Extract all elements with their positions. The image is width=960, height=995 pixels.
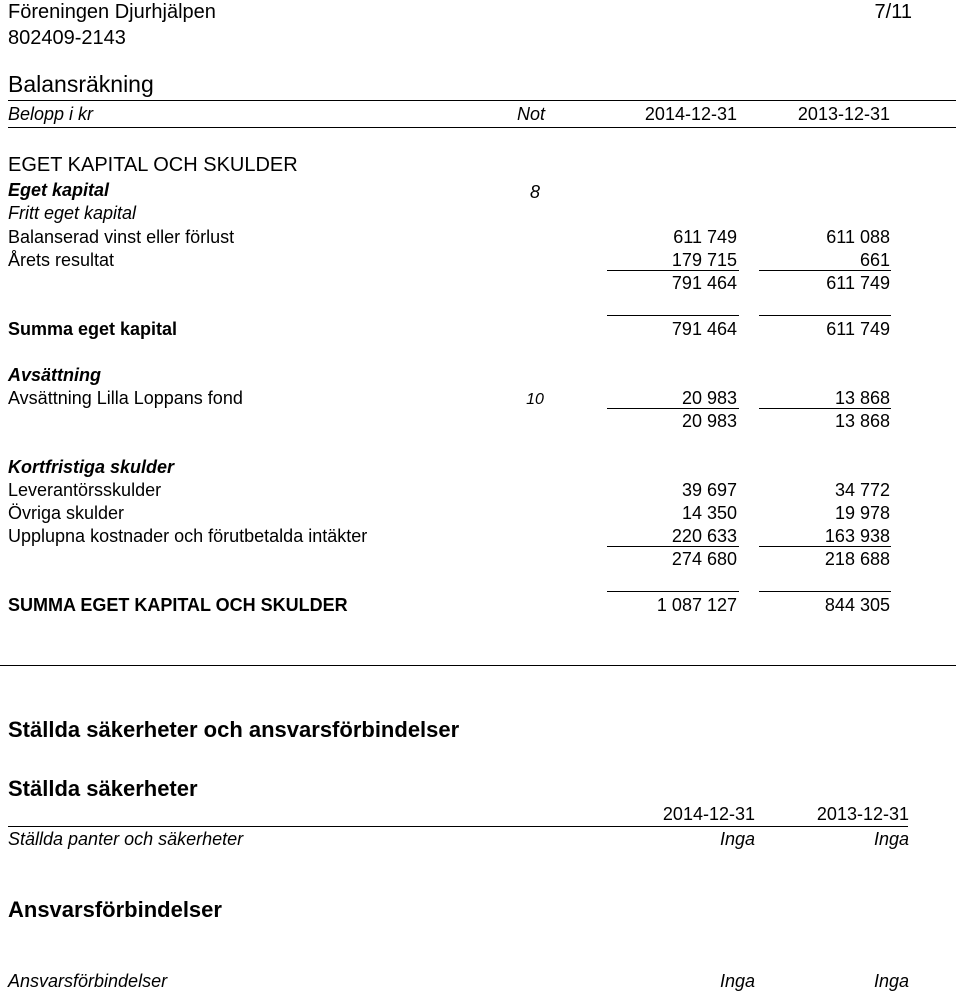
subtotal-2014: 20 983 bbox=[681, 411, 737, 431]
equity-total-label: Summa eget kapital bbox=[8, 319, 178, 339]
col-note: Not bbox=[517, 104, 546, 124]
row-label: Årets resultat bbox=[8, 250, 115, 270]
row-note: 10 bbox=[526, 391, 544, 408]
total-rule bbox=[607, 315, 739, 316]
pledged-row-2014: Inga bbox=[719, 829, 755, 849]
equity-note: 8 bbox=[529, 182, 540, 202]
row-value-2013: 611 088 bbox=[826, 227, 890, 247]
total-rule bbox=[759, 591, 891, 592]
row-label: Balanserad vinst eller förlust bbox=[8, 227, 235, 247]
grand-total-2013: 844 305 bbox=[824, 595, 890, 615]
pledged-heading: Ställda säkerheter bbox=[8, 776, 198, 801]
row-value-2014: 220 633 bbox=[671, 526, 737, 546]
equity-total-2013: 611 749 bbox=[826, 319, 890, 339]
grand-total-label: SUMMA EGET KAPITAL OCH SKULDER bbox=[8, 595, 348, 615]
pledges-title: Ställda säkerheter och ansvarsförbindelser bbox=[8, 717, 460, 742]
pledged-row-label: Ställda panter och säkerheter bbox=[8, 829, 244, 849]
subtotal-rule bbox=[607, 546, 739, 547]
col-label: Belopp i kr bbox=[8, 104, 94, 124]
provisions-heading: Avsättning bbox=[8, 365, 102, 385]
row-value-2013: 13 868 bbox=[834, 388, 890, 408]
row-label: Övriga skulder bbox=[8, 503, 125, 523]
row-value-2014: 14 350 bbox=[681, 503, 737, 523]
contingent-heading: Ansvarsförbindelser bbox=[8, 897, 222, 922]
subtotal-rule bbox=[759, 408, 891, 409]
row-value-2014: 179 715 bbox=[671, 250, 737, 270]
divider bbox=[8, 826, 908, 827]
org-number: 802409-2143 bbox=[8, 27, 126, 49]
section-divider bbox=[0, 665, 956, 666]
divider bbox=[8, 100, 956, 101]
pledged-row-2013: Inga bbox=[873, 829, 909, 849]
subtotal-2013: 611 749 bbox=[826, 273, 890, 293]
balance-title: Balansräkning bbox=[8, 71, 154, 97]
subtotal-rule bbox=[607, 408, 739, 409]
contingent-row-2014: Inga bbox=[719, 971, 755, 991]
page-number: 7/11 bbox=[874, 1, 912, 23]
contingent-row-label: Ansvarsförbindelser bbox=[8, 971, 168, 991]
row-label: Leverantörsskulder bbox=[8, 480, 162, 500]
subtotal-rule bbox=[759, 546, 891, 547]
short-term-heading: Kortfristiga skulder bbox=[8, 457, 175, 477]
section-title: EGET KAPITAL OCH SKULDER bbox=[8, 154, 298, 176]
row-label: Avsättning Lilla Loppans fond bbox=[8, 388, 243, 408]
grand-total-2014: 1 087 127 bbox=[656, 595, 737, 615]
row-value-2014: 611 749 bbox=[673, 227, 737, 247]
row-value-2013: 19 978 bbox=[834, 503, 890, 523]
pledged-col-2014: 2014-12-31 bbox=[662, 804, 755, 824]
subtotal-rule bbox=[759, 270, 891, 271]
row-label: Upplupna kostnader och förutbetalda intäkter bbox=[8, 526, 368, 546]
subtotal-2014: 791 464 bbox=[671, 273, 737, 293]
col-year-2014: 2014-12-31 bbox=[644, 104, 737, 124]
subtotal-2013: 13 868 bbox=[834, 411, 890, 431]
equity-total-2014: 791 464 bbox=[671, 319, 737, 339]
total-rule bbox=[759, 315, 891, 316]
contingent-row-2013: Inga bbox=[873, 971, 909, 991]
col-year-2013: 2013-12-31 bbox=[797, 104, 890, 124]
row-value-2013: 34 772 bbox=[834, 480, 890, 500]
row-value-2013: 661 bbox=[859, 250, 890, 270]
org-name: Föreningen Djurhjälpen bbox=[8, 1, 216, 23]
pledged-col-2013: 2013-12-31 bbox=[816, 804, 909, 824]
row-value-2014: 20 983 bbox=[681, 388, 737, 408]
total-rule bbox=[607, 591, 739, 592]
row-value-2013: 163 938 bbox=[824, 526, 890, 546]
subtotal-2013: 218 688 bbox=[824, 549, 890, 569]
subtotal-2014: 274 680 bbox=[671, 549, 737, 569]
row-value-2014: 39 697 bbox=[681, 480, 737, 500]
equity-heading: Eget kapital bbox=[8, 180, 110, 200]
subtotal-rule bbox=[607, 270, 739, 271]
divider bbox=[8, 127, 956, 128]
equity-subheading: Fritt eget kapital bbox=[8, 203, 137, 223]
